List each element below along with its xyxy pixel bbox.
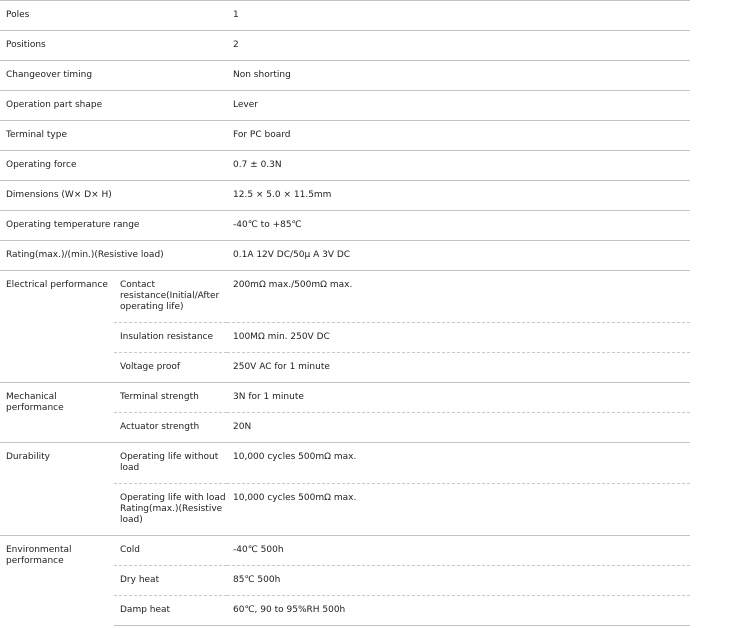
spec-value: 100MΩ min. 250V DC (233, 332, 330, 342)
spec-value: 0.7 ± 0.3N (233, 160, 282, 170)
spec-label: Operating temperature range (6, 220, 140, 230)
spec-value: For PC board (233, 130, 291, 140)
spec-row-cold (0, 536, 690, 566)
spec-value: 0.1A 12V DC/50μ A 3V DC (233, 250, 351, 260)
sub-label: Actuator strength (120, 422, 200, 432)
spec-row-rating (0, 241, 690, 271)
spec-row-poles (0, 1, 690, 31)
sub-label: Operating life without load (120, 452, 219, 473)
group-label-electrical: Electrical performance (6, 280, 108, 290)
group-label-environmental: Environmental performance (6, 545, 72, 566)
spec-label: Operation part shape (6, 100, 103, 110)
spec-label: Positions (6, 40, 46, 50)
sub-label: Dry heat (120, 575, 160, 585)
spec-label: Operating force (6, 160, 77, 170)
group-label-durability: Durability (6, 452, 50, 462)
spec-value: 20N (233, 422, 252, 432)
sub-label: Cold (120, 545, 141, 555)
spec-row-temperature (0, 211, 690, 241)
spec-value: 250V AC for 1 minute (233, 362, 330, 372)
spec-row-operating-force (0, 151, 690, 181)
spec-row-positions (0, 31, 690, 61)
spec-row-operation-shape (0, 91, 690, 121)
spec-value: -40℃ 500h (233, 545, 284, 555)
sub-label: Insulation resistance (120, 332, 214, 342)
spec-value: 2 (233, 40, 239, 50)
spec-row-terminal-strength (0, 383, 690, 413)
spec-label: Terminal type (6, 130, 68, 140)
spec-label: Dimensions (W× D× H) (6, 190, 112, 200)
spec-value: 60℃, 90 to 95%RH 500h (233, 605, 346, 615)
spec-row-changeover (0, 61, 690, 91)
spec-label: Rating(max.)/(min.)(Resistive load) (6, 250, 164, 260)
spec-value: Non shorting (233, 70, 291, 80)
spec-label: Poles (6, 10, 30, 20)
sub-label: Contact resistance(Initial/After operating life) (120, 280, 220, 312)
spec-value: 200mΩ max./500mΩ max. (233, 280, 353, 290)
spec-label: Changeover timing (6, 70, 93, 80)
spec-row-terminal-type (0, 121, 690, 151)
sub-label: Damp heat (120, 605, 171, 615)
spec-value: 10,000 cycles 500mΩ max. (233, 493, 357, 503)
sub-label: Operating life with load Rating(max.)(Resistive load) (120, 493, 226, 525)
spec-value: 85℃ 500h (233, 575, 281, 585)
spec-value: 3N for 1 minute (233, 392, 304, 402)
group-label-mechanical: Mechanical performance (6, 392, 64, 413)
spec-row-dimensions (0, 181, 690, 211)
spec-value: Lever (233, 100, 258, 110)
sub-label: Voltage proof (120, 362, 181, 372)
spec-row-contact-resistance (0, 271, 690, 323)
spec-value: 12.5 × 5.0 × 11.5mm (233, 190, 332, 200)
spec-value: 1 (233, 10, 239, 20)
sub-label: Terminal strength (120, 392, 199, 402)
spec-value: -40℃ to +85℃ (233, 220, 302, 230)
spec-row-life-without-load (0, 443, 690, 484)
spec-value: 10,000 cycles 500mΩ max. (233, 452, 357, 462)
